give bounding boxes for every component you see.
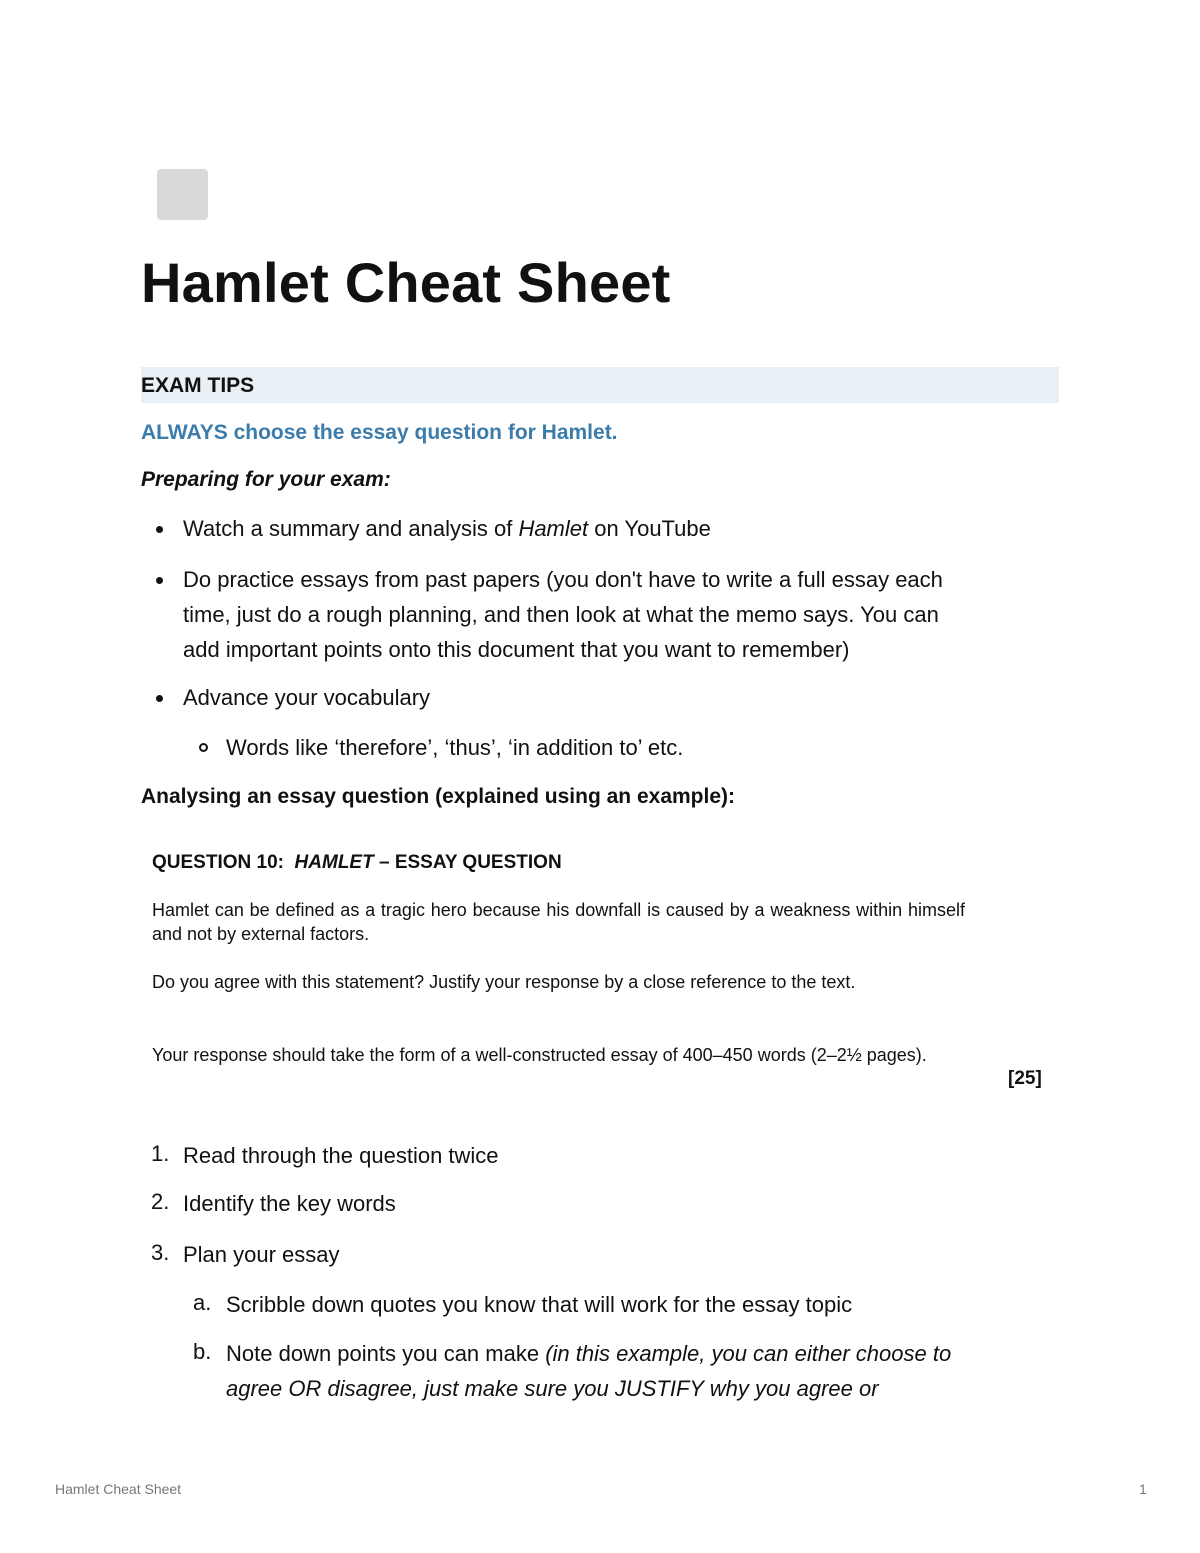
step-number: 1. <box>151 1141 170 1166</box>
analysing-heading: Analysing an essay question (explained using an example): <box>141 785 735 808</box>
exam-tips-heading-banner <box>141 367 1059 403</box>
substep-italic: agree OR disagree, just make sure you JUSTIFY why you agree or <box>226 1376 879 1401</box>
question-paragraph-2: Do you agree with this statement? Justify your response by a close reference to the text. <box>152 972 856 992</box>
bullet-dot <box>156 695 163 702</box>
always-tip: ALWAYS choose the essay question for Hamlet. <box>141 421 618 444</box>
question-paragraph-3: Your response should take the form of a well-constructed essay of 400–450 words (2–2½ pages). <box>152 1045 927 1065</box>
bullet-dot <box>156 526 163 533</box>
page-title: Hamlet Cheat Sheet <box>141 251 671 314</box>
step-plan-essay: Plan your essay <box>183 1242 340 1267</box>
substep-letter: a. <box>193 1290 212 1315</box>
bullet-item-practice-essays <box>183 562 943 667</box>
question-heading <box>152 852 562 874</box>
question-paragraph-1: Hamlet can be defined as a tragic hero because his downfall is caused by a weakness within himself and not by external factors. <box>152 900 965 944</box>
footer-title: Hamlet Cheat Sheet <box>55 1481 182 1497</box>
bullet-line: add important points onto this document that you want to remember) <box>183 637 850 662</box>
footer-page-number: 1 <box>1139 1481 1147 1497</box>
substep-quotes: Scribble down quotes you know that will work for the essay topic <box>226 1292 853 1317</box>
question-type: – ESSAY QUESTION <box>373 852 562 873</box>
substep-italic: (in this example, you can either choose to <box>545 1341 952 1366</box>
step-read-question: Read through the question twice <box>183 1143 499 1168</box>
hamlet-italic: Hamlet <box>518 516 589 541</box>
bullet-dot <box>156 577 163 584</box>
step-identify-keywords: Identify the key words <box>183 1191 396 1216</box>
question-subject: HAMLET <box>294 852 374 873</box>
bullet-line: Do practice essays from past papers (you don't have to write a full essay each <box>183 567 943 592</box>
exam-tips-heading: EXAM TIPS <box>141 374 255 397</box>
sub-bullet-words: Words like ‘therefore’, ‘thus’, ‘in addition to’ etc. <box>226 735 684 760</box>
page-icon <box>157 169 208 220</box>
step-number: 2. <box>151 1189 170 1214</box>
substep-points <box>226 1336 951 1406</box>
question-marks: [25] <box>1008 1068 1042 1089</box>
substep-text: Note down points you can make <box>226 1341 546 1366</box>
question-label: QUESTION 10: <box>152 852 284 873</box>
bullet-line: time, just do a rough planning, and then look at what the memo says. You can <box>183 602 939 627</box>
bullet-item-youtube <box>183 511 711 546</box>
sub-bullet-circle <box>199 743 208 752</box>
bullet-text: on YouTube <box>588 516 711 541</box>
bullet-item-vocabulary: Advance your vocabulary <box>183 685 431 710</box>
bullet-text: Watch a summary and analysis of <box>183 516 519 541</box>
preparing-heading: Preparing for your exam: <box>141 468 391 491</box>
step-number: 3. <box>151 1240 170 1265</box>
substep-letter: b. <box>193 1339 212 1364</box>
